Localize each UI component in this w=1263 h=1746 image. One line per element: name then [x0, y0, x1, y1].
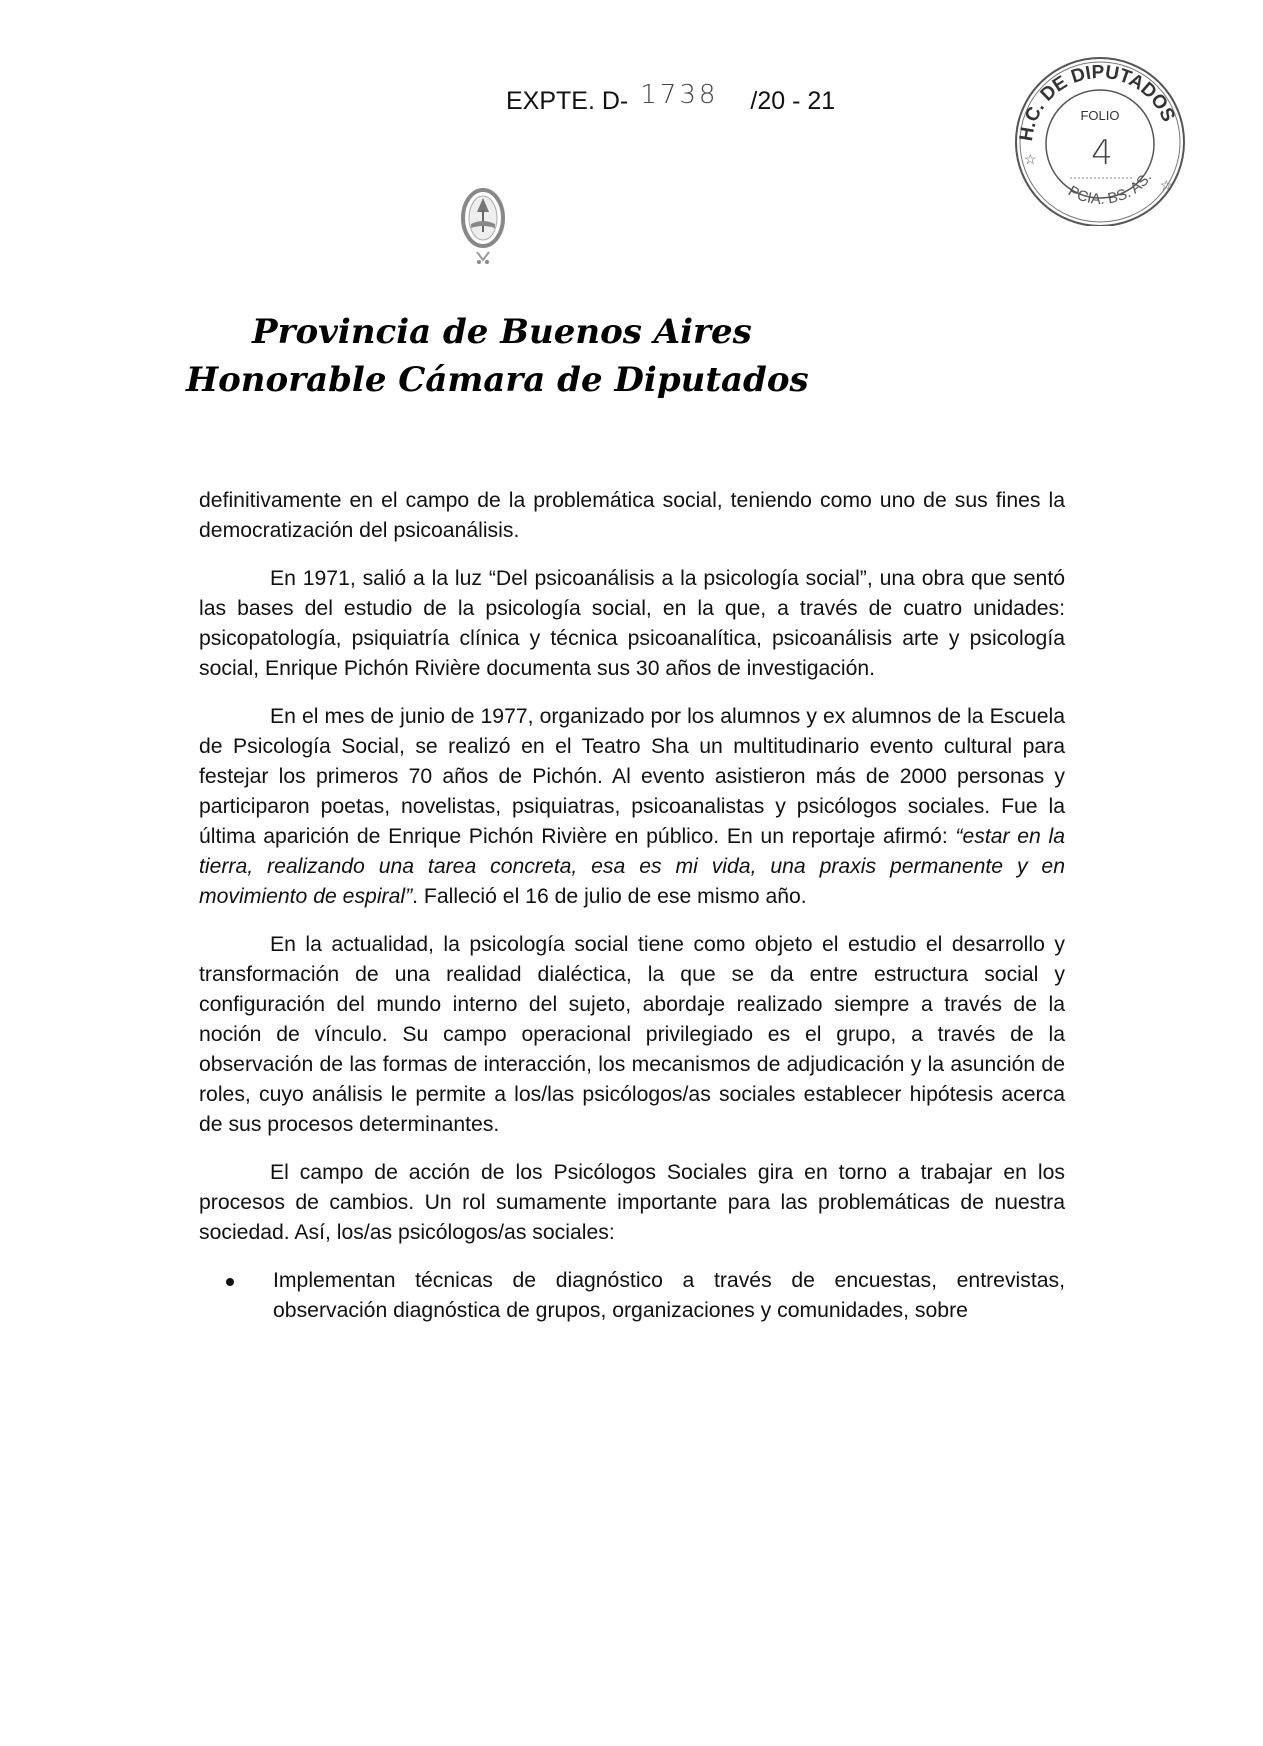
document-body	[199, 486, 1065, 1326]
paragraph	[199, 702, 1065, 912]
star-icon: ☆	[1024, 151, 1037, 167]
list-item	[199, 1266, 1065, 1326]
paragraph: En 1971, salió a la luz “Del psicoanálisis a la psicología social”, una obra que sentó las bases del estudio de la psicología social, en la que, a través de cuatro unidades: psicopatología, psiquiatría clínica y técnica psicoanalítica, psicoanálisis arte y psicología social, Enrique Pichón Rivière documenta sus 30 años de investigación.	[199, 567, 1065, 680]
letterhead-province: Provincia de Buenos Aires	[252, 312, 752, 352]
letterhead-chamber: Honorable Cámara de Diputados	[186, 360, 809, 400]
coat-of-arms-icon	[457, 180, 509, 268]
bullet-icon	[226, 1278, 234, 1286]
stamp-folio-label: FOLIO	[1080, 108, 1120, 123]
star-icon: ☆	[1160, 177, 1173, 193]
paragraph: definitivamente en el campo de la problemática social, teniendo como uno de sus fines la democratización del psicoanálisis.	[199, 489, 1065, 542]
paragraph-text: En el mes de junio de 1977, organizado por los alumnos y ex alumnos de la Escuela de Psicología Social, se realizó en el Teatro Sha un multitudinario evento cultural para festejar los primeros 70 años de Pichón. Al evento asistieron más de 2000 personas y participaron poetas, novelistas, psiquiatras, psicoanalistas y psicólogos sociales. Fue la última aparición de Enrique Pichón Rivière en público. En un reportaje afirmó:	[199, 705, 1065, 848]
document-header	[506, 80, 836, 116]
paragraph: El campo de acción de los Psicólogos Sociales gira en torno a trabajar en los procesos de cambios. Un rol sumamente importante para las problemáticas de nuestra sociedad. Así, los/as psicólogos/as sociales:	[199, 1161, 1065, 1244]
stamp-folio-number: 4	[1091, 133, 1113, 173]
list-item-text: Implementan técnicas de diagnóstico a través de encuestas, entrevistas, observación diagnóstica de grupos, organizaciones y comunidades, sobre	[273, 1269, 1065, 1322]
stamp-top-text: H.C. DE DIPUTADOS	[1016, 61, 1179, 143]
stamp-bottom-text: PCIA. BS. AS.	[1065, 169, 1156, 209]
expediente-number-handwritten: 1738	[640, 80, 719, 110]
folio-stamp	[1004, 46, 1194, 226]
expediente-year: /20 - 21	[750, 87, 836, 115]
expediente-prefix: EXPTE. D-	[506, 87, 629, 115]
quote: “estar en la tierra, realizando una tarea concreta, esa es mi vida, una praxis permanente y en movimiento de espiral”	[199, 825, 1065, 908]
paragraph: En la actualidad, la psicología social tiene como objeto el estudio el desarrollo y transformación de una realidad dialéctica, la que se da entre estructura social y configuración del mundo interno del sujeto, abordaje realizado siempre a través de la noción de vínculo. Su campo operacional privilegiado es el grupo, a través de la observación de las formas de interacción, los mecanismos de adjudicación y la asunción de roles, cuyo análisis le permite a los/las psicólogos/as sociales establecer hipótesis acerca de sus procesos determinantes.	[199, 933, 1065, 1136]
paragraph-text: . Falleció el 16 de julio de ese mismo año.	[412, 885, 807, 908]
bullet-list	[199, 1266, 1065, 1326]
